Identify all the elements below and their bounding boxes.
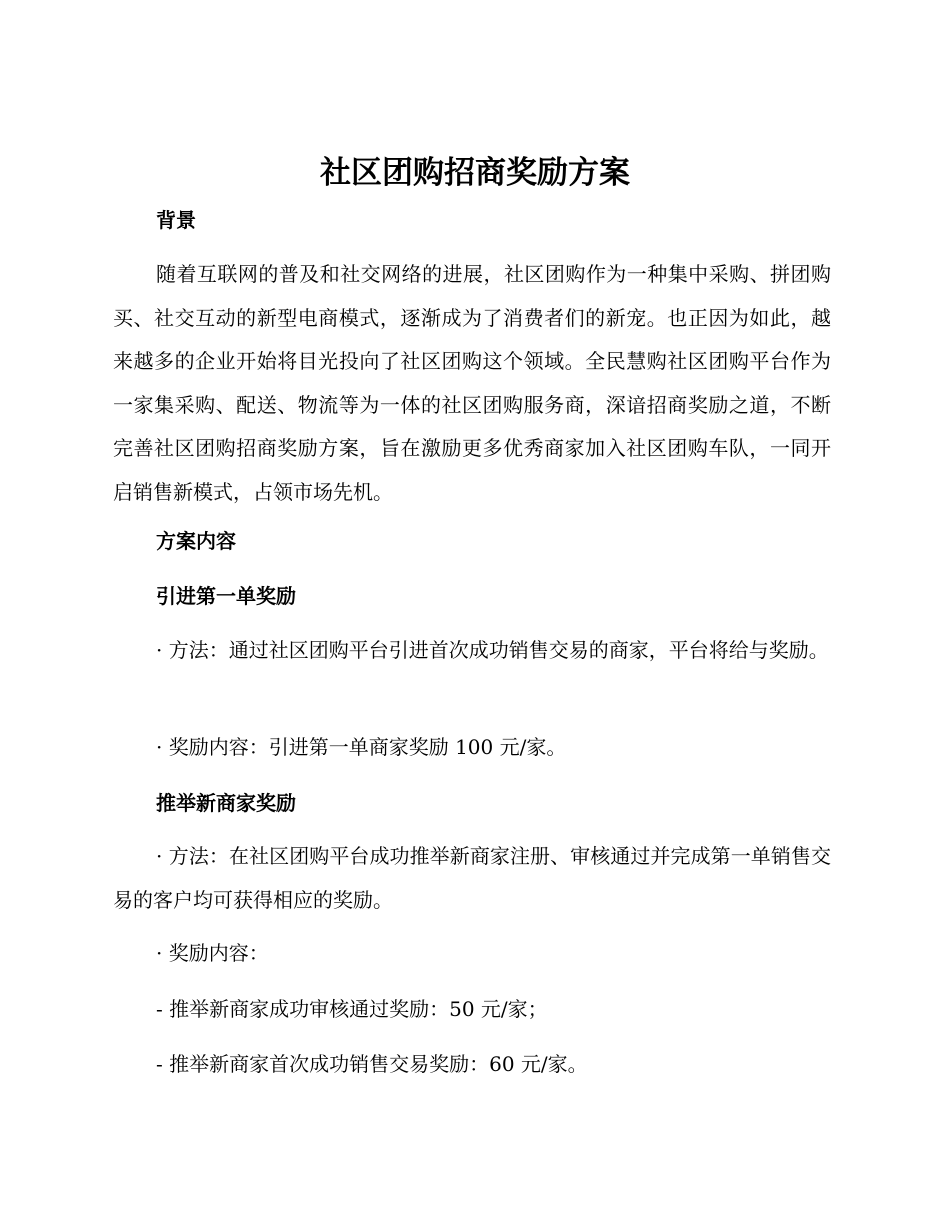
section-heading-background: 背景	[156, 208, 196, 232]
paragraph-first-order-method: · 方法：通过社区团购平台引进首次成功销售交易的商家，平台将给与奖励。	[156, 638, 829, 662]
page-title: 社区团购招商奖励方案	[320, 155, 630, 191]
list-item-referral-reward-2: - 推举新商家首次成功销售交易奖励：60 元/家。	[156, 1052, 588, 1076]
paragraph-referral-method: · 方法：在社区团购平台成功推举新商家注册、审核通过并完成第一单销售交易的客户均可获得相应的奖励。	[113, 844, 831, 912]
section-heading-first-order: 引进第一单奖励	[156, 584, 296, 608]
paragraph-first-order-reward: · 奖励内容：引进第一单商家奖励 100 元/家。	[156, 735, 567, 759]
section-heading-plan: 方案内容	[156, 529, 236, 553]
paragraph-background: 随着互联网的普及和社交网络的进展，社区团购作为一种集中采购、拼团购买、社交互动的新型电商模式，逐渐成为了消费者们的新宠。也正因为如此，越来越多的企业开始将目光投向了社区团购这个领域。全民慧购社区团购平台作为一家集采购、配送、物流等为一体的社区团购服务商，深谙招商奖励之道，不断完善社区团购招商奖励方案，旨在激励更多优秀商家加入社区团购车队，一同开启销售新模式，占领市场先机。	[113, 262, 831, 504]
section-heading-referral: 推举新商家奖励	[156, 791, 296, 815]
list-item-referral-reward-1: - 推举新商家成功审核通过奖励：50 元/家；	[156, 997, 548, 1021]
paragraph-referral-reward-label: · 奖励内容：	[156, 941, 269, 965]
